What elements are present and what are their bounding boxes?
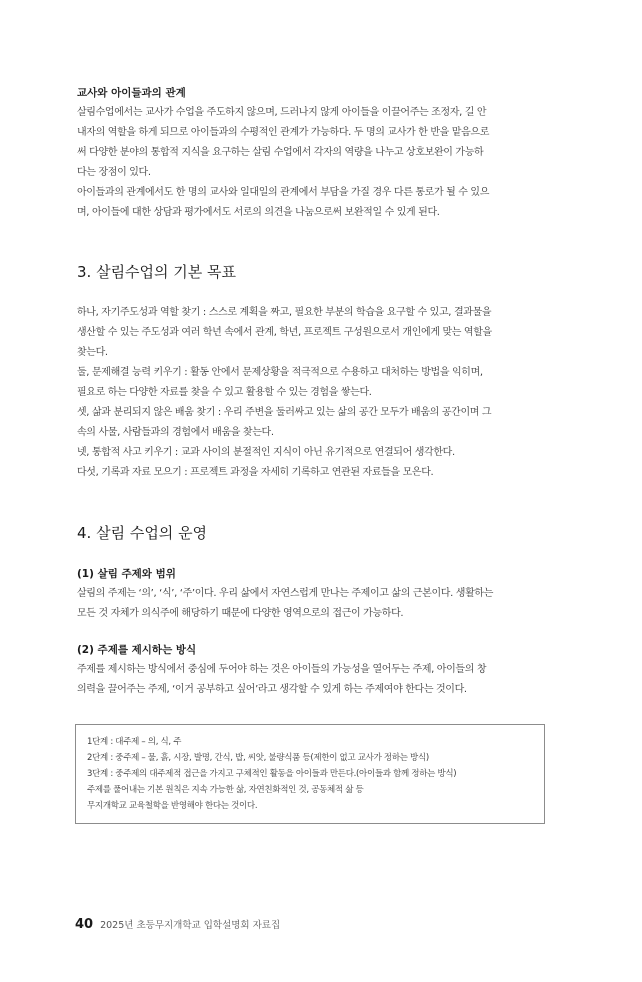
paragraph-line: 다는 장점이 있다.: [77, 167, 151, 178]
principle-line: 주제를 풀어내는 기본 원칙은 지속 가능한 삶, 자연친화적인 것, 공동체적 삶 등: [87, 785, 364, 795]
goal-line: 셋, 삶과 분리되지 않은 배움 찾기 : 우리 주변을 둘러싸고 있는 삶의 공간 모두가 배움의 공간이며 그: [77, 407, 492, 418]
paragraph-line: 의력을 끌어주는 주제, ‘이거 공부하고 싶어’라고 생각할 수 있게 하는 주제여야 한다는 것이다.: [77, 684, 467, 695]
goal-line: 찾는다.: [77, 347, 108, 358]
paragraph-line: 내자의 역할을 하게 되므로 아이들과의 수평적인 관계가 가능하다. 두 명의 교사가 한 반을 맡음으로: [77, 127, 490, 138]
goal-line: 생산할 수 있는 주도성과 여러 학년 속에서 관계, 학년, 프로젝트 구성원으로서 개인에게 맞는 역할을: [77, 327, 492, 338]
paragraph-line: 살림수업에서는 교사가 수업을 주도하지 않으며, 드러나지 않게 아이들을 이끌어주는 조정자, 길 안: [77, 107, 487, 118]
step-line: 2단계 : 중주제 – 물, 흙, 시장, 발명, 간식, 밥, 씨앗, 불량식품 등(제한이 없고 교사가 정하는 방식): [87, 753, 429, 763]
footer-title: 2025년 초등무지개학교 입학설명회 자료집: [100, 920, 281, 931]
relationship-heading: 교사와 아이들과의 관계: [77, 87, 186, 99]
topic-scope-subsection: [77, 564, 493, 624]
relationship-section: [77, 83, 489, 223]
goal-line: 속의 사물, 사람들과의 경험에서 배움을 찾는다.: [77, 427, 274, 438]
paragraph-line: 아이들과의 관계에서도 한 명의 교사와 일대일의 관계에서 부담을 가질 경우 다른 통로가 될 수 있으: [77, 187, 490, 198]
goal-line: 필요로 하는 다양한 자료를 찾을 수 있고 활용할 수 있는 경험을 쌓는다.: [77, 387, 372, 398]
goal-line: 넷, 통합적 사고 키우기 : 교과 사이의 분절적인 지식이 아닌 유기적으로 연결되어 생각한다.: [77, 447, 455, 458]
step-line: 3단계 : 중주제의 대주제적 접근을 가지고 구체적인 활동을 아이들과 만든다.(아이들과 함께 정하는 방식): [87, 769, 457, 779]
paragraph-line: 며, 아이들에 대한 상담과 평가에서도 서로의 의견을 나눔으로써 보완적일 수 있게 된다.: [77, 207, 440, 218]
page-footer: [75, 917, 280, 932]
goal-line: 하나, 자기주도성과 역할 찾기 : 스스로 계획을 짜고, 필요한 부분의 학습을 요구할 수 있고, 결과물을: [77, 307, 492, 318]
section-3-title: 3. 살림수업의 기본 목표: [77, 263, 237, 281]
paragraph-line: 살림의 주제는 ‘의’, ‘식’, ‘주’이다. 우리 삶에서 자연스럽게 만나는 주제이고 삶의 근본이다. 생활하는: [77, 588, 494, 599]
paragraph-line: 모든 것 자체가 의식주에 해당하기 때문에 다양한 영역으로의 접근이 가능하다.: [77, 608, 404, 619]
goal-line: 다섯, 기록과 자료 모으기 : 프로젝트 과정을 자세히 기록하고 연관된 자료들을 모은다.: [77, 467, 434, 478]
topic-scope-heading: (1) 살림 주제와 범위: [77, 568, 176, 580]
topic-presentation-subsection: [77, 640, 486, 700]
section-4-title: 4. 살림 수업의 운영: [77, 524, 208, 542]
topic-presentation-heading: (2) 주제를 제시하는 방식: [77, 644, 197, 656]
section-3-body: [77, 303, 492, 483]
principle-line: 무지개학교 교육철학을 반영해야 한다는 것이다.: [87, 801, 258, 811]
goal-line: 둘, 문제해결 능력 키우기 : 활동 안에서 문제상황을 적극적으로 수용하고 대처하는 방법을 익히며,: [77, 367, 483, 378]
topic-steps-box: [75, 724, 545, 824]
page-number: 40: [75, 917, 94, 932]
paragraph-line: 주제를 제시하는 방식에서 중심에 두어야 하는 것은 아이들의 가능성을 열어두는 주제, 아이들의 창: [77, 664, 487, 675]
paragraph-line: 써 다양한 분야의 통합적 지식을 요구하는 살림 수업에서 각자의 역량을 나누고 상호보완이 가능하: [77, 147, 484, 158]
step-line: 1단계 : 대주제 – 의, 식, 주: [87, 737, 182, 747]
